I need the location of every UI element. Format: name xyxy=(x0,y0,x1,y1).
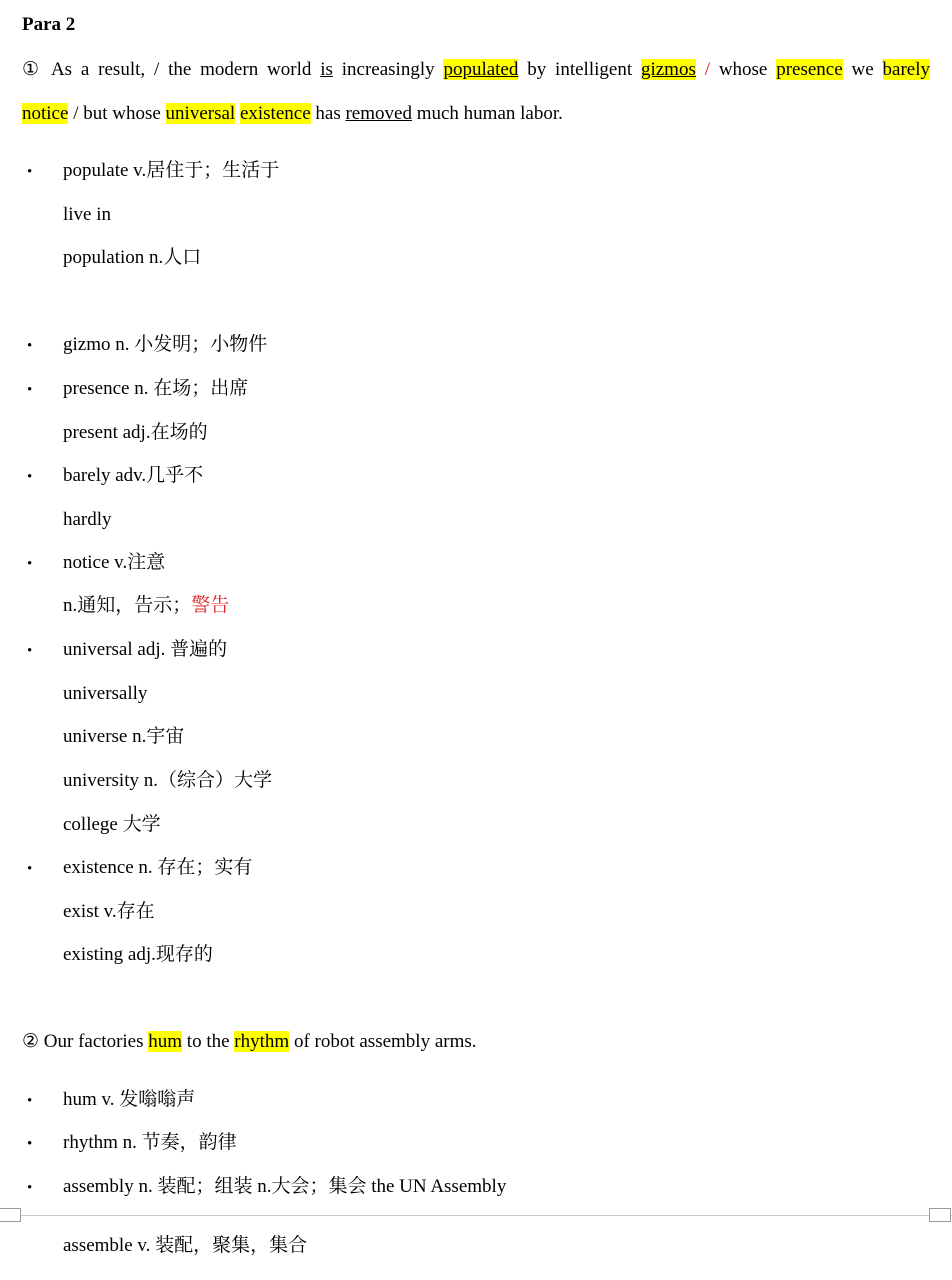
vocab-entry: universe n.宇宙 xyxy=(63,726,185,747)
bullet-icon: • xyxy=(27,382,33,398)
sentence-1-line-1: ① As a result, / the modern world is increasingly populated by intelligent gizmos / whose presence we barely xyxy=(22,59,931,80)
highlight-gizmos: gizmos xyxy=(640,59,696,80)
bullet-icon: • xyxy=(27,1180,33,1196)
vocab-entry: hardly xyxy=(63,509,112,530)
vocab-entry: college 大学 xyxy=(63,814,161,835)
bullet-icon: • xyxy=(27,1093,33,1109)
highlight-universal: universal xyxy=(165,103,236,124)
red-warning-text: 警告 xyxy=(191,595,230,616)
vocab-entry: live in xyxy=(63,204,112,225)
highlight-populated: populated xyxy=(443,59,519,80)
sentence-2: ② Our factories hum to the rhythm of robot assembly arms. xyxy=(22,1031,477,1052)
bullet-icon: • xyxy=(27,164,33,180)
bullet-icon: • xyxy=(27,469,33,485)
vocab-entry: assembly n. 装配；组装 n.大会；集会 the UN Assembly xyxy=(63,1176,507,1197)
vocab-entry: universally xyxy=(63,683,148,704)
page-break-marker-right xyxy=(929,1208,951,1222)
highlight-notice: notice xyxy=(22,103,69,124)
vocab-entry: barely adv.几乎不 xyxy=(63,465,204,486)
vocab-entry: population n.人口 xyxy=(63,247,202,268)
vocab-entry: rhythm n. 节奏，韵律 xyxy=(63,1132,237,1153)
para-heading: Para 2 xyxy=(22,14,76,35)
vocab-entry: notice v.注意 xyxy=(63,552,166,573)
vocab-entry: existence n. 存在；实有 xyxy=(63,857,253,878)
vocab-entry: existing adj.现存的 xyxy=(63,944,213,965)
vocab-entry: exist v.存在 xyxy=(63,901,155,922)
red-slash: / xyxy=(704,59,710,80)
highlight-presence: presence xyxy=(776,59,843,80)
bullet-icon: • xyxy=(27,1136,33,1152)
highlight-rhythm: rhythm xyxy=(234,1031,290,1052)
sentence-1-line-2: notice / but whose universal existence has removed much human labor. xyxy=(22,103,563,124)
bullet-icon: • xyxy=(27,338,33,354)
page-break-marker-left xyxy=(0,1208,21,1222)
highlight-hum: hum xyxy=(148,1031,183,1052)
bullet-icon: • xyxy=(27,861,33,877)
vocab-entry: presence n. 在场；出席 xyxy=(63,378,249,399)
highlight-barely: barely xyxy=(882,59,931,80)
vocab-entry: hum v. 发嗡嗡声 xyxy=(63,1089,196,1110)
circled-number-1: ① xyxy=(22,59,44,80)
underlined-word-removed: removed xyxy=(345,103,412,124)
vocab-entry: universal adj. 普遍的 xyxy=(63,639,228,660)
vocab-entry: present adj.在场的 xyxy=(63,422,208,443)
bullet-icon: • xyxy=(27,643,33,659)
page-break-line xyxy=(0,1215,952,1216)
bullet-icon: • xyxy=(27,556,33,572)
vocab-entry: populate v.居住于；生活于 xyxy=(63,160,280,181)
highlight-existence: existence xyxy=(239,103,311,124)
underlined-word-is: is xyxy=(320,59,333,80)
vocab-entry: assemble v. 装配，聚集，集合 xyxy=(63,1235,308,1256)
vocab-entry: n.通知，告示；警告 xyxy=(63,595,230,616)
vocab-entry: gizmo n. 小发明；小物件 xyxy=(63,334,268,355)
vocab-entry: university n.（综合）大学 xyxy=(63,770,272,791)
circled-number-2: ② xyxy=(22,1031,40,1052)
